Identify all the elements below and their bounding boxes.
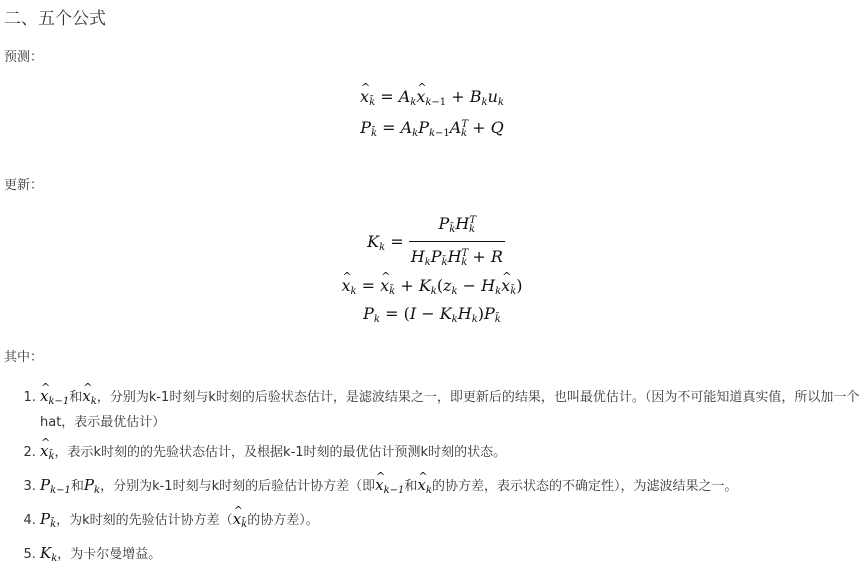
state-predict-eq: ^ $x_{k̄}$ = $A_k\^{}$ $x_{k-1} + B_ku_k$ [0,86,864,114]
predict-label: 预测： [4,50,44,65]
list-item: 3. $P_{k-1}$和$P_k$，分别为k-1时刻与k时刻的后验估计协方差（即^ $x_{k-1}$和^ $x_k$的协方差，表示状态的不确定性），为滤波结果之一。 [40,475,864,501]
list-item: 4. $P_{k̄}$，为k时刻的先验估计协方差（^ $x_{k̄}$的协方差）。 [40,509,864,535]
section-title: 二、五个公式 [4,9,106,29]
covariance-update-eq: $P_k = (I - K_kH_k)P_{k̄}$ [363,304,501,325]
list-item: 5. $K_k$，为卡尔曼增益。 [40,543,864,569]
list-item: 1. ^ $x_{k-1}$和^ $x_k$，分别为k-1时刻与k时刻的后验状态估计，是滤波结果之一，即更新后的结果，也叫最优估计。（因为不可能知道真实值，所以加一个hat，表示最优估计） [40,386,864,433]
predict-equations [0,86,864,145]
state-update-eq: ^ $x_k$ = ^ $x_{k̄} + K_k(z_k$ − $H_k\^{}$ $x_{k̄}$) [0,275,864,303]
update-label: 更新： [4,178,44,193]
list-item: 2. ^ $x_{k̄}$，表示k时刻的的先验状态估计，及根据k-1时刻的最优估计预测k时刻的状态。 [40,441,864,467]
covariance-predict-eq: $P_{k̄} = A_kP_{k-1}A^T_k + Q$ [360,118,504,139]
where-label: 其中： [4,350,44,365]
kalman-gain-eq: $K_k$ = $\frac{P_{k̄}H^T_k}{H_kP_{k̄}H^T_k + R}$ [8,210,864,275]
definitions-list [22,386,864,577]
update-equations [0,210,864,331]
